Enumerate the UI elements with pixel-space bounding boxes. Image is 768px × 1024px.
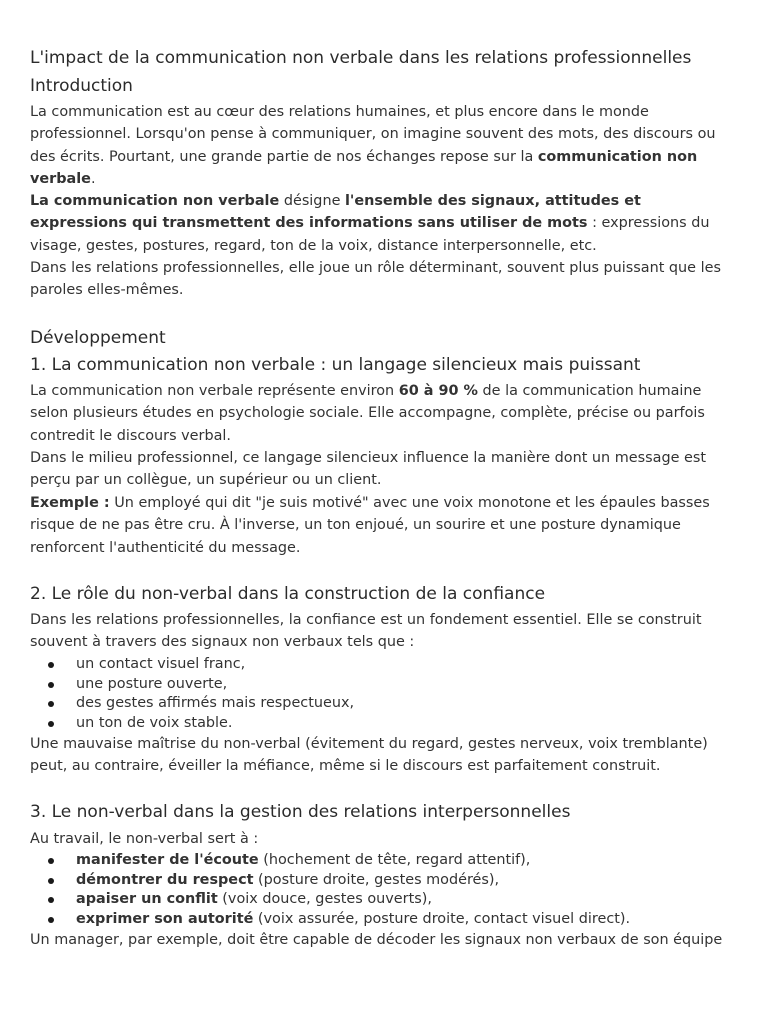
list-item: une posture ouverte, <box>30 675 738 695</box>
list-item: un contact visuel franc, <box>30 655 738 675</box>
section-2-paragraph-1: Dans les relations professionnelles, la confiance est un fondement essentiel. Elle se construit souvent à travers des signaux non verbaux tels que : <box>30 612 702 651</box>
bold-text: manifester de l'écoute <box>76 852 259 868</box>
text-run: (voix assurée, posture droite, contact visuel direct). <box>253 910 631 927</box>
bold-text: apaiser un conflit <box>76 891 218 908</box>
text-run: (posture droite, gestes modérés), <box>253 871 500 888</box>
bold-text: 60 à 90 % <box>398 383 478 399</box>
text-run: (hochement de tête, regard attentif), <box>258 852 531 868</box>
bold-text: Exemple : <box>30 495 110 511</box>
text-run: de la communication humaine selon plusieurs études en psychologie sociale. Elle accompagne, complète, précise ou parfois contredit le discours verbal. <box>30 383 705 444</box>
section-3-list <box>30 851 738 929</box>
development-heading: Développement <box>30 328 166 348</box>
bold-text: La communication non verbale <box>30 193 280 209</box>
text-run: La communication est au cœur des relations humaines, et plus encore dans le monde professionnel. Lorsqu'on pense à communiquer, on imagine souvent des mots, des discours ou des écrits. Pourtant, une grande partie de nos échanges repose sur la <box>30 104 716 165</box>
section-3-paragraph-2: Un manager, par exemple, doit être capable de décoder les signaux non verbaux de son équipe <box>30 932 723 948</box>
list-item <box>30 871 738 891</box>
text-run: . <box>90 170 96 187</box>
section-2-paragraph-2: Une mauvaise maîtrise du non-verbal (évitement du regard, gestes nerveux, voix tremblante) peut, au contraire, éveiller la méfiance, même si le discours est parfaitement construit. <box>30 736 708 775</box>
text-run: désigne <box>279 193 345 209</box>
bold-text: démontrer du respect <box>76 871 254 888</box>
list-item: des gestes affirmés mais respectueux, <box>30 694 738 714</box>
section-2-list <box>30 655 738 733</box>
section-1-paragraph-1 <box>30 380 738 447</box>
section-1-example <box>30 492 738 559</box>
list-item <box>30 910 738 930</box>
bold-text: l'ensemble des signaux, attitudes et expressions qui transmettent des informations sans utiliser de mots <box>30 193 641 232</box>
text-run: Un employé qui dit "je suis motivé" avec une voix monotone et les épaules basses risque de ne pas être cru. À l'inverse, un ton enjoué, un sourire et une posture dynamique renforcent l'authenticité du message. <box>30 495 710 556</box>
section-2-heading: 2. Le rôle du non-verbal dans la construction de la confiance <box>30 584 546 604</box>
intro-paragraph-1 <box>30 101 738 190</box>
section-3-heading: 3. Le non-verbal dans la gestion des relations interpersonnelles <box>30 802 571 822</box>
intro-paragraph-2 <box>30 190 738 257</box>
intro-heading: Introduction <box>30 76 133 96</box>
list-item <box>30 851 738 871</box>
text-run: La communication non verbale représente environ <box>30 383 399 399</box>
list-item: un ton de voix stable. <box>30 714 738 734</box>
bold-text: communication non verbale <box>30 148 698 187</box>
intro-paragraph-3: Dans les relations professionnelles, elle joue un rôle déterminant, souvent plus puissant que les paroles elles-mêmes. <box>30 260 721 299</box>
text-run: : expressions du visage, gestes, postures, regard, ton de la voix, distance interpersonnelle, etc. <box>30 215 710 254</box>
bold-text: exprimer son autorité <box>76 910 254 927</box>
text-run: (voix douce, gestes ouverts), <box>217 891 432 908</box>
section-1-heading: 1. La communication non verbale : un langage silencieux mais puissant <box>30 355 641 375</box>
document-title: L'impact de la communication non verbale dans les relations professionnelles <box>30 48 692 68</box>
section-3-paragraph-1: Au travail, le non-verbal sert à : <box>30 831 259 847</box>
section-1-paragraph-2: Dans le milieu professionnel, ce langage silencieux influence la manière dont un message est perçu par un collègue, un supérieur ou un client. <box>30 450 706 489</box>
list-item <box>30 890 738 910</box>
